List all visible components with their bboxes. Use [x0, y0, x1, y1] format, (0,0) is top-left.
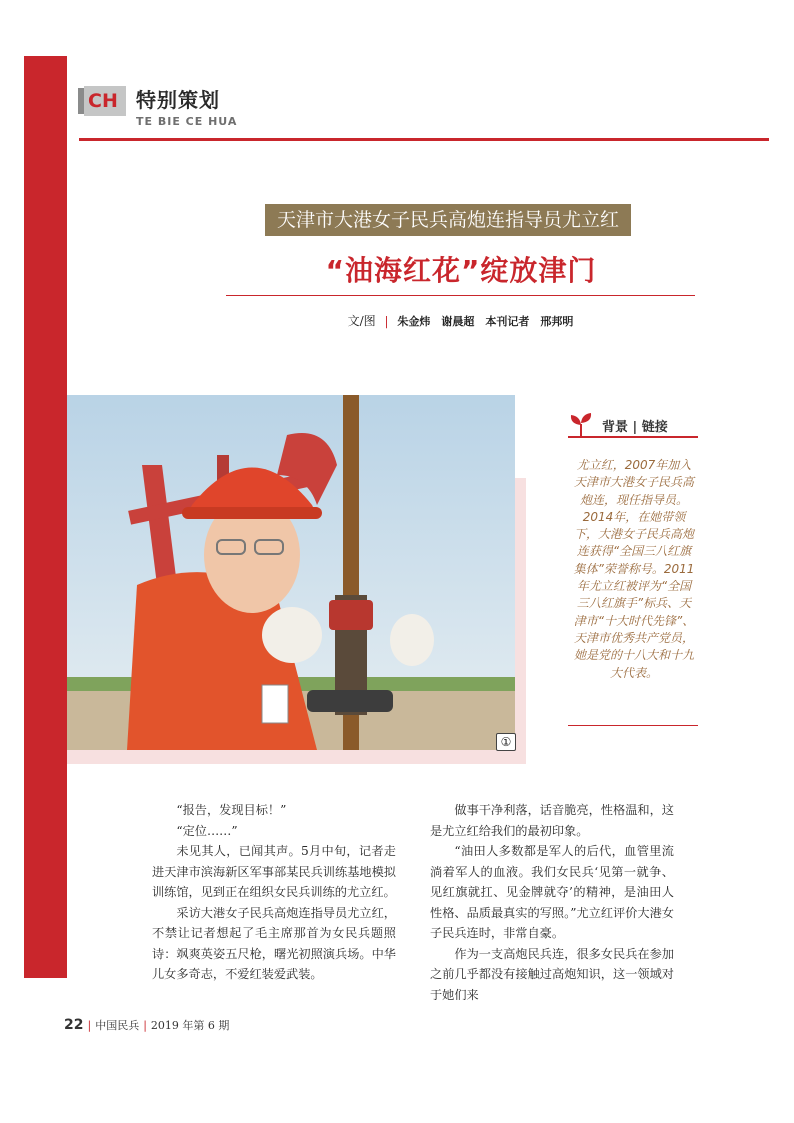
- page-side-bar: [24, 56, 67, 978]
- body-column-2: [430, 800, 674, 1005]
- background-rule: [568, 725, 698, 726]
- byline-names: 朱金炜 谢晨超 本刊记者 邢邦明: [397, 315, 574, 328]
- background-text: 尤立红，2007年加入天津市大港女子民兵高炮连，现任指导员。2014年，在她带领下，大港女子民兵高炮连获得“全国三八红旗集体”荣誉称号。2011年尤立红被评为“全国三八红旗手”标兵、天津市“十大时代先锋”、天津市优秀共产党员，她是党的十八大和十九大代表。: [573, 458, 695, 680]
- page-number: 22: [64, 1017, 84, 1033]
- issue-label: 2019 年第 6 期: [150, 1019, 230, 1032]
- photo-number: ①: [496, 733, 516, 751]
- photo-illustration: [67, 395, 515, 750]
- section-subtitle: TE BIE CE HUA: [136, 115, 238, 128]
- page-footer: 22 | 中国民兵 | 2019 年第 6 期: [64, 1017, 230, 1033]
- section-logo: [78, 86, 128, 120]
- article-kicker: 天津市大港女子民兵高炮连指导员尤立红: [265, 204, 631, 236]
- headline-rule: [226, 295, 695, 296]
- paragraph: “定位……”: [176, 823, 238, 838]
- paragraph: “油田人多数都是军人的后代，血管里流淌着军人的血液。我们女民兵‘见第一就争、见红旗就扛、见金牌就夺’的精神，是油田人性格、品质最真实的写照。”尤立红评价大港女子民兵连时，非常自豪。: [430, 844, 674, 940]
- background-link-header: [568, 412, 698, 438]
- body-column-1: [152, 800, 396, 985]
- background-label: 背景 | 链接: [602, 420, 668, 435]
- paragraph: 未见其人，已闻其声。5月中旬，记者走进天津市滨海新区军事部某民兵训练基地模拟训练馆，见到正在组织女民兵训练的尤立红。: [152, 844, 396, 899]
- section-logo-text: CH: [88, 90, 118, 112]
- sprout-icon: [568, 412, 594, 436]
- article-headline: “油海红花”绽放津门: [325, 254, 597, 287]
- magazine-name: 中国民兵: [95, 1019, 140, 1032]
- paragraph: 采访大港女子民兵高炮连指导员尤立红，不禁让记者想起了毛主席那首为女民兵题照诗：飒爽英姿五尺枪，曙光初照演兵场。中华儿女多奇志，不爱红装爱武装。: [152, 905, 396, 981]
- article-photo: [67, 395, 515, 750]
- paragraph: “报告，发现目标！”: [176, 803, 287, 817]
- byline-label: 文/图: [347, 314, 376, 328]
- paragraph: 作为一支高炮民兵连，很多女民兵在参加之前几乎都没有接触过高炮知识，这一领域对于她们来: [430, 946, 674, 1002]
- section-title: 特别策划: [136, 88, 220, 112]
- article-byline: 文/图 | 朱金炜 谢晨超 本刊记者 邢邦明: [347, 314, 574, 328]
- header-rule: [79, 138, 769, 141]
- paragraph: 做事干净利落，话音脆亮，性格温和，这是尤立红给我们的最初印象。: [430, 803, 674, 838]
